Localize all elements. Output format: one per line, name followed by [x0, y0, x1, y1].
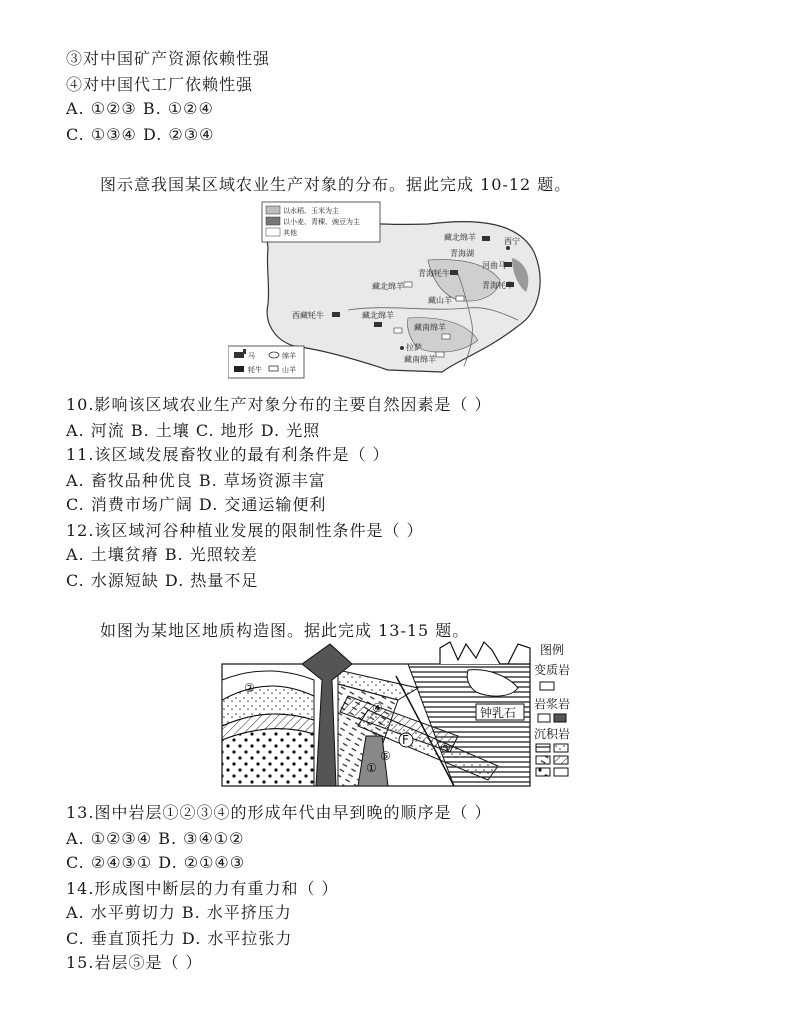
legend-other: 其他: [283, 229, 297, 237]
q13-answers-cd: C. ②④③① D. ②①④③: [66, 853, 246, 872]
q10-options: A. 河流 B. 土壤 C. 地形 D. 光照: [66, 421, 321, 440]
q11-answers-ab: A. 畜牧品种优良 B. 草场资源丰富: [66, 471, 326, 490]
legend-rice-corn: 以水稻、玉米为主: [283, 207, 339, 215]
legend-goat: 山羊: [282, 366, 296, 374]
goat-icon: [269, 366, 278, 371]
q9-answers-cd: C. ①③④ D. ②③④: [66, 125, 215, 144]
label-lhasa: 拉萨: [406, 343, 422, 352]
legend-yak: 牦牛: [248, 366, 262, 374]
label-zangnan-sheep-2: 藏南绵羊: [404, 355, 436, 364]
label-xining: 西宁: [504, 237, 520, 246]
q15-stem: 15.岩层⑤是（ ）: [66, 953, 203, 972]
label-qinghai-yak-2: 青海牦牛: [482, 281, 514, 290]
q14-answers-ab: A. 水平剪切力 B. 水平挤压力: [66, 903, 292, 922]
q13-stem: 13.图中岩层①②③④的形成年代由早到晚的顺序是（ ）: [66, 803, 492, 822]
label-layer-1: ①: [366, 761, 377, 775]
label-layer-3: ③: [440, 741, 451, 755]
label-xizang-yak: 西藏牦牛: [292, 311, 324, 320]
legend-sedimentary: 沉积岩: [534, 727, 571, 741]
label-zangnan-sheep-1: 藏南绵羊: [414, 323, 446, 332]
label-hequ-horse: 河曲马: [482, 261, 506, 270]
geology-diagram: [218, 640, 578, 788]
section2-intro: 如图为某地区地质构造图。据此完成 13-15 题。: [100, 621, 470, 640]
q14-stem: 14.形成图中断层的力有重力和（ ）: [66, 879, 339, 898]
legend-horse: 马: [248, 352, 255, 360]
layer-left-dots: [222, 729, 314, 786]
q12-answers-cd: C. 水源短缺 D. 热量不足: [66, 571, 259, 590]
mountain-peaks: [440, 642, 530, 664]
q9-option-4: ④对中国代工厂依赖性强: [66, 75, 254, 94]
q12-stem: 12.该区域河谷种植业发展的限制性条件是（ ）: [66, 521, 424, 540]
label-qinghai-yak-1: 青海牦牛: [418, 269, 450, 278]
q9-answers-ab: A. ①②③ B. ①②④: [66, 99, 214, 118]
legend-sheep: 绵羊: [282, 352, 296, 360]
diagram-legend-title: 图例: [540, 643, 565, 657]
q13-answers-ab: A. ①②③④ B. ③④①②: [66, 829, 245, 848]
q11-stem: 11.该区域发展畜牧业的最有利条件是（ ）: [66, 445, 390, 464]
label-layer-2: ②: [244, 681, 255, 695]
stalactite-label: 钟乳石: [480, 706, 517, 720]
label-fault-F: F: [402, 733, 409, 747]
section1-intro: 图示意我国某区域农业生产对象的分布。据此完成 10-12 题。: [100, 175, 572, 194]
q12-answers-ab: A. 土壤贫瘠 B. 光照较差: [66, 545, 258, 564]
sheep-icon: [269, 352, 279, 358]
label-zangbei-sheep-1: 藏北绵羊: [444, 233, 476, 242]
legend-wheat-barley: 以小麦、青稞、豌豆为主: [283, 218, 360, 226]
yak-icon: [234, 366, 244, 372]
label-qinghai-lake: 青海湖: [450, 249, 474, 258]
label-layer-5: ⑤: [380, 749, 391, 763]
label-zang-goat: 藏山羊: [428, 296, 452, 305]
label-zangbei-sheep-2: 藏北绵羊: [372, 282, 404, 291]
legend-metamorphic: 变质岩: [534, 663, 571, 677]
agriculture-map: [228, 200, 550, 380]
q9-option-3: ③对中国矿产资源依赖性强: [66, 49, 271, 68]
label-zangbei-sheep-3: 藏北绵羊: [362, 311, 394, 320]
legend-igneous: 岩浆岩: [534, 697, 571, 711]
q14-answers-cd: C. 垂直顶托力 D. 水平拉张力: [66, 929, 293, 948]
q10-stem: 10.影响该区域农业生产对象分布的主要自然因素是（ ）: [66, 395, 492, 414]
label-layer-4: ④: [372, 701, 383, 715]
q11-answers-cd: C. 消费市场广阔 D. 交通运输便利: [66, 495, 327, 514]
